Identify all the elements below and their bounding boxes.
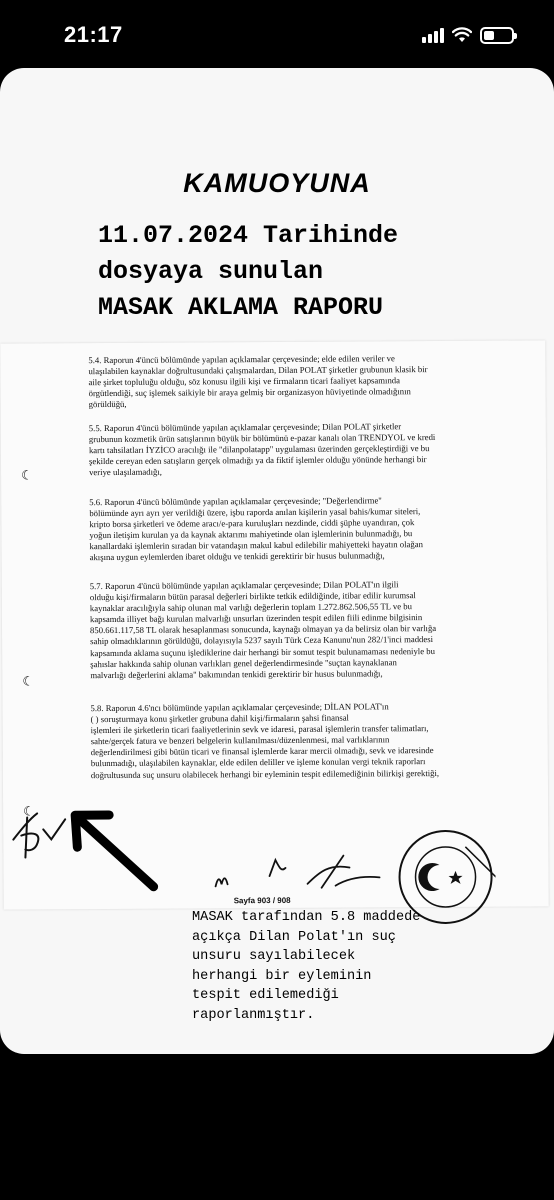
report-line: görüldüğü,	[88, 399, 127, 410]
status-bar	[0, 0, 554, 70]
report-line: malvarlığı değerlerini aklama" bakımından tenkidi gerektirir bir husus bulunmadığı,	[90, 668, 383, 680]
report-line: ulaşılabilen kaynaklar doğrultusundaki çalışmalardan, Dilan POLAT şirketler grubunun klasik bir	[88, 364, 428, 377]
margin-mark-icon: ☾	[23, 803, 35, 819]
report-line: bölümünde ayrı ayrı yer verildiği üzere, işbu raporda anılan kişilerin yasal bahis/kumar siteleri,	[89, 506, 421, 519]
caption-line: herhangi bir eyleminin	[192, 968, 372, 984]
report-line: 5.6. Raporun 4'üncü bölümünde yapılan açıklamalar çerçevesinde; "Değerlendirme"	[89, 495, 382, 508]
report-line: 5.8. Raporun 4.6'ncı bölümünde yapılan açıklamalar çerçevesinde; DİLAN POLAT'ın	[90, 701, 389, 714]
report-line: 5.7. Raporun 4'üncü bölümünde yapılan açıklamalar çerçevesinde; Dilan POLAT'ın ilgili	[89, 579, 399, 592]
report-line: örgütlendiği, suç işlemek saikiyle bir araya gelmiş bir organizasyon hüviyetinde olmadığının	[88, 386, 411, 399]
report-line: sahte/gerçek fatura ve benzeri belgelerin kullanılması/düzenlenmesi, mal varlıklarının	[90, 734, 390, 747]
report-scan	[0, 340, 548, 909]
caption	[192, 908, 512, 1025]
report-paragraph-5-8	[90, 701, 510, 781]
caption-line: unsuru sayılabilecek	[192, 949, 356, 964]
report-line: kapsamda illiyet bağı kurulan malvarlığı unsurları üzerinden tespit edilen fiili edinme bilgisinin	[89, 612, 423, 625]
report-paragraph-5-4	[88, 353, 508, 411]
report-line: sahip olmadıklarının görüldüğü, dolayısıyla 5237 sayılı Türk Ceza Kanunu'nun 282/1'inci maddesi	[90, 634, 434, 647]
signal-icon	[422, 27, 444, 43]
headline: KAMUOYUNA	[183, 168, 371, 198]
report-line: kaynaklar aracılığıyla sahip olunan mal varlığı değerlerin toplam 1.272.862.506,55 TL ve bu	[89, 601, 412, 614]
report-line: işlemleri ile şirketlerin ticari faaliyetlerinin sevk ve idaresi, parasal işlemlerin transfer talimatları,	[90, 723, 429, 736]
report-line: 5.4. Raporun 4'üncü bölümünde yapılan açıklamalar çerçevesinde; elde edilen veriler ve	[88, 353, 395, 366]
subheadline-line: dosyaya sunulan	[98, 257, 324, 286]
report-line: 5.5. Raporun 4'üncü bölümünde yapılan açıklamalar çerçevesinde; Dilan POLAT şirketler	[88, 421, 402, 434]
report-line: aile şirket topluluğu olduğu, söz konusu ilgili kişi ve firmaların ticari faaliyet kapsamında	[88, 375, 401, 388]
wifi-icon	[452, 27, 472, 43]
page-number: Sayfa 903 / 908	[233, 895, 291, 906]
status-icons	[422, 26, 514, 44]
report-line: şahıslar hakkında sahip olunan varlıkları genel değerlendirmesinde "suçtan kaynaklanan	[90, 656, 397, 669]
report-paragraph-5-6	[89, 495, 509, 564]
caption-line: açıkça Dilan Polat'ın suç	[192, 929, 396, 945]
margin-mark-icon: ☾	[22, 673, 35, 689]
status-time: 21:17	[64, 22, 123, 47]
report-line: olduğu kişi/firmaların bütün parasal değerleri birlikte tetkik edildiğinde, itibar edilir kurumsal	[89, 590, 416, 603]
report-line: 850.661.117,58 TL olarak hesaplanması sonucunda, kaynağı olmayan ya da belirsiz olan bir varlığa	[89, 623, 437, 636]
report-line: kartı tahsilatları İYZİCO aracılığı ile "dilanpolatapp" uygulaması üzerinden gerçekleştirdiği ve bu	[88, 443, 430, 456]
report-line: kripto borsa şirketleri ve ödeme aracı/e-para kuruluşları nezdinde, ciddi şüphe uyandıran, çok	[89, 517, 415, 530]
post-image-card	[0, 68, 554, 1054]
margin-mark-icon: ☾	[21, 467, 33, 483]
report-line: akışına uygun eylemlerden ibaret olduğu ve tenkidi gerektirir bir husus bulunmadığı,	[89, 550, 385, 563]
report-line: veriye ulaşılamadığı,	[89, 467, 162, 478]
caption-line: tespit edilemediği	[192, 988, 339, 1003]
battery-icon	[480, 27, 514, 44]
caption-line: MASAK tarafından 5.8 maddede	[192, 910, 421, 925]
signature-middle	[209, 849, 389, 898]
report-line: kanallardaki işlemlerin sıradan bir vatandaşın makul kabul edilebilir mahiyetteki hayatın olağan	[89, 539, 423, 552]
caption-line: raporlanmıştır.	[192, 1007, 315, 1023]
report-line: değerlendirilmesi gibi bütün ticari ve finansal işlemlerde karar mercii olmadığı, sevk ve idaresinde	[90, 745, 434, 758]
report-line: doğrultusunda suç unsuru olabilecek herhangi bir eyleminin tespit edilemediğinin bilirkişi gerektiği,	[90, 767, 440, 780]
report-line: yoğun iletişim kurulan ya da kaynak aktarımı mahiyetinde olan işlemlerinin bulunmadığı, bu	[89, 528, 413, 541]
report-paragraph-5-7	[90, 579, 511, 681]
report-line: şekilde cereyan eden satışların gerçek olmadığı ya da fiktif işlemler olduğu yönünde herhangi bir	[88, 454, 427, 467]
subheadline-line: MASAK AKLAMA RAPORU	[98, 293, 384, 322]
report-line: kapsamında aklama suçunu işlediklerine dair herhangi bir somut tespit bulunamaması nedeniyle bu	[90, 645, 435, 658]
subheadline-line: 11.07.2024 Tarihinde	[98, 221, 399, 250]
subheadline	[98, 218, 538, 326]
report-paragraph-5-5	[89, 421, 509, 479]
report-line: bulunmadığı, ulaşılabilen kaynaklar, elde edilen deliller ve işleme konulan vergi teknik raporları	[90, 756, 426, 769]
report-line: grubunun kozmetik ürün satışlarının büyük bir bölümünü e-pazar kanalı olan TRENDYOL ve kredi	[88, 432, 436, 445]
report-line: ( ) soruşturmaya konu şirketler grubuna dahil kişi/firmaların şahsi finansal	[90, 712, 349, 725]
arrow-icon	[65, 803, 166, 894]
